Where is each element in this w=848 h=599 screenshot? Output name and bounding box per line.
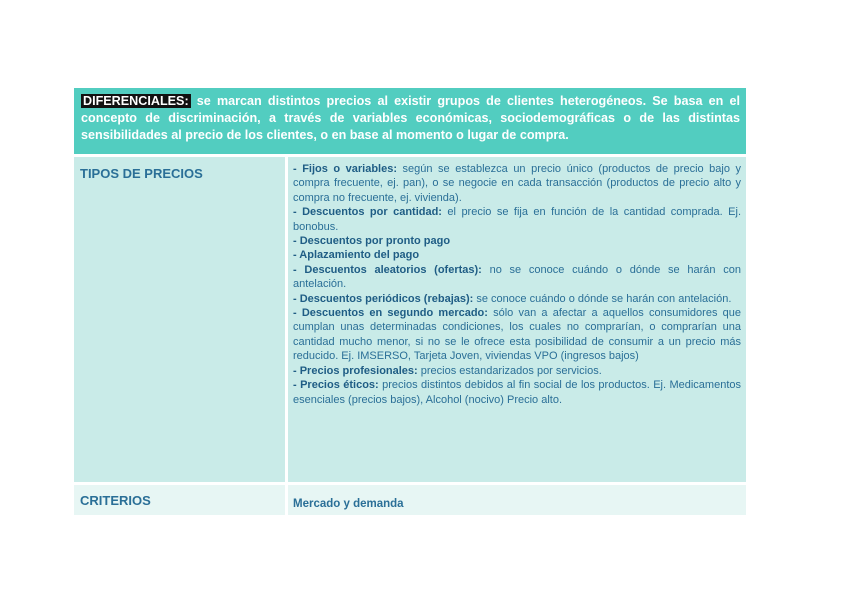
- list-item: - Descuentos en segundo mercado: sólo van a afectar a aquellos consumidores que cumplan unas determinadas condiciones, los cuales no comprarían, o comprarían una cantidad mucho menor, si no se le ofrece esta posibilidad de consumir a un precio más reducido. Ej. IMSERSO, Tarjeta Joven, viviendas VPO (ingresos bajos): [293, 307, 741, 363]
- list-item: - Descuentos aleatorios (ofertas): no se conoce cuándo o dónde se harán con antelación.: [293, 263, 741, 291]
- header-text: se marcan distintos precios al existir grupos de clientes heterogéneos. Se basa en el concepto de discriminación, a través de variables económicas, sociodemográficas o de las distintas sensibilidades al precio de los clientes, o en base al momento o lugar de compra.: [81, 94, 740, 142]
- list-item: - Descuentos por pronto pago: [293, 235, 451, 248]
- row-content-cell: [288, 485, 746, 515]
- list-item: - Aplazamiento del pago: [293, 249, 420, 262]
- list-item: - Precios profesionales: precios estandarizados por servicios.: [293, 364, 602, 377]
- row-label-cell: [74, 485, 288, 515]
- row-label: TIPOS DE PRECIOS: [80, 166, 203, 181]
- row-value: Mercado y demanda: [293, 498, 404, 510]
- list-item: - Precios éticos: precios distintos debidos al fin social de los productos. Ej. Medicamentos esenciales (precios bajos), Alcohol (nocivo) Precio alto.: [293, 379, 741, 406]
- header-tag: DIFERENCIALES:: [83, 94, 189, 108]
- row-tipos-de-precios: [74, 157, 746, 482]
- list-item: - Fijos o variables: según se establezca un precio único (productos de precio bajo y compra frecuente, ej. pan), o se negocie en cada transacción (productos de precio alto y compra no frecuente, ej. vivienda).: [293, 163, 741, 204]
- row-label: CRITERIOS: [80, 493, 151, 508]
- row-criterios: [74, 485, 746, 515]
- row-content-cell: [288, 157, 746, 482]
- list-item: - Descuentos periódicos (rebajas): se conoce cuándo o dónde se harán con antelación.: [293, 292, 732, 305]
- list-item: - Descuentos por cantidad: el precio se fija en función de la cantidad comprada. Ej. bonobus.: [293, 206, 742, 233]
- header-cell: [74, 88, 746, 154]
- price-table: [74, 88, 746, 515]
- row-label-cell: [74, 157, 288, 482]
